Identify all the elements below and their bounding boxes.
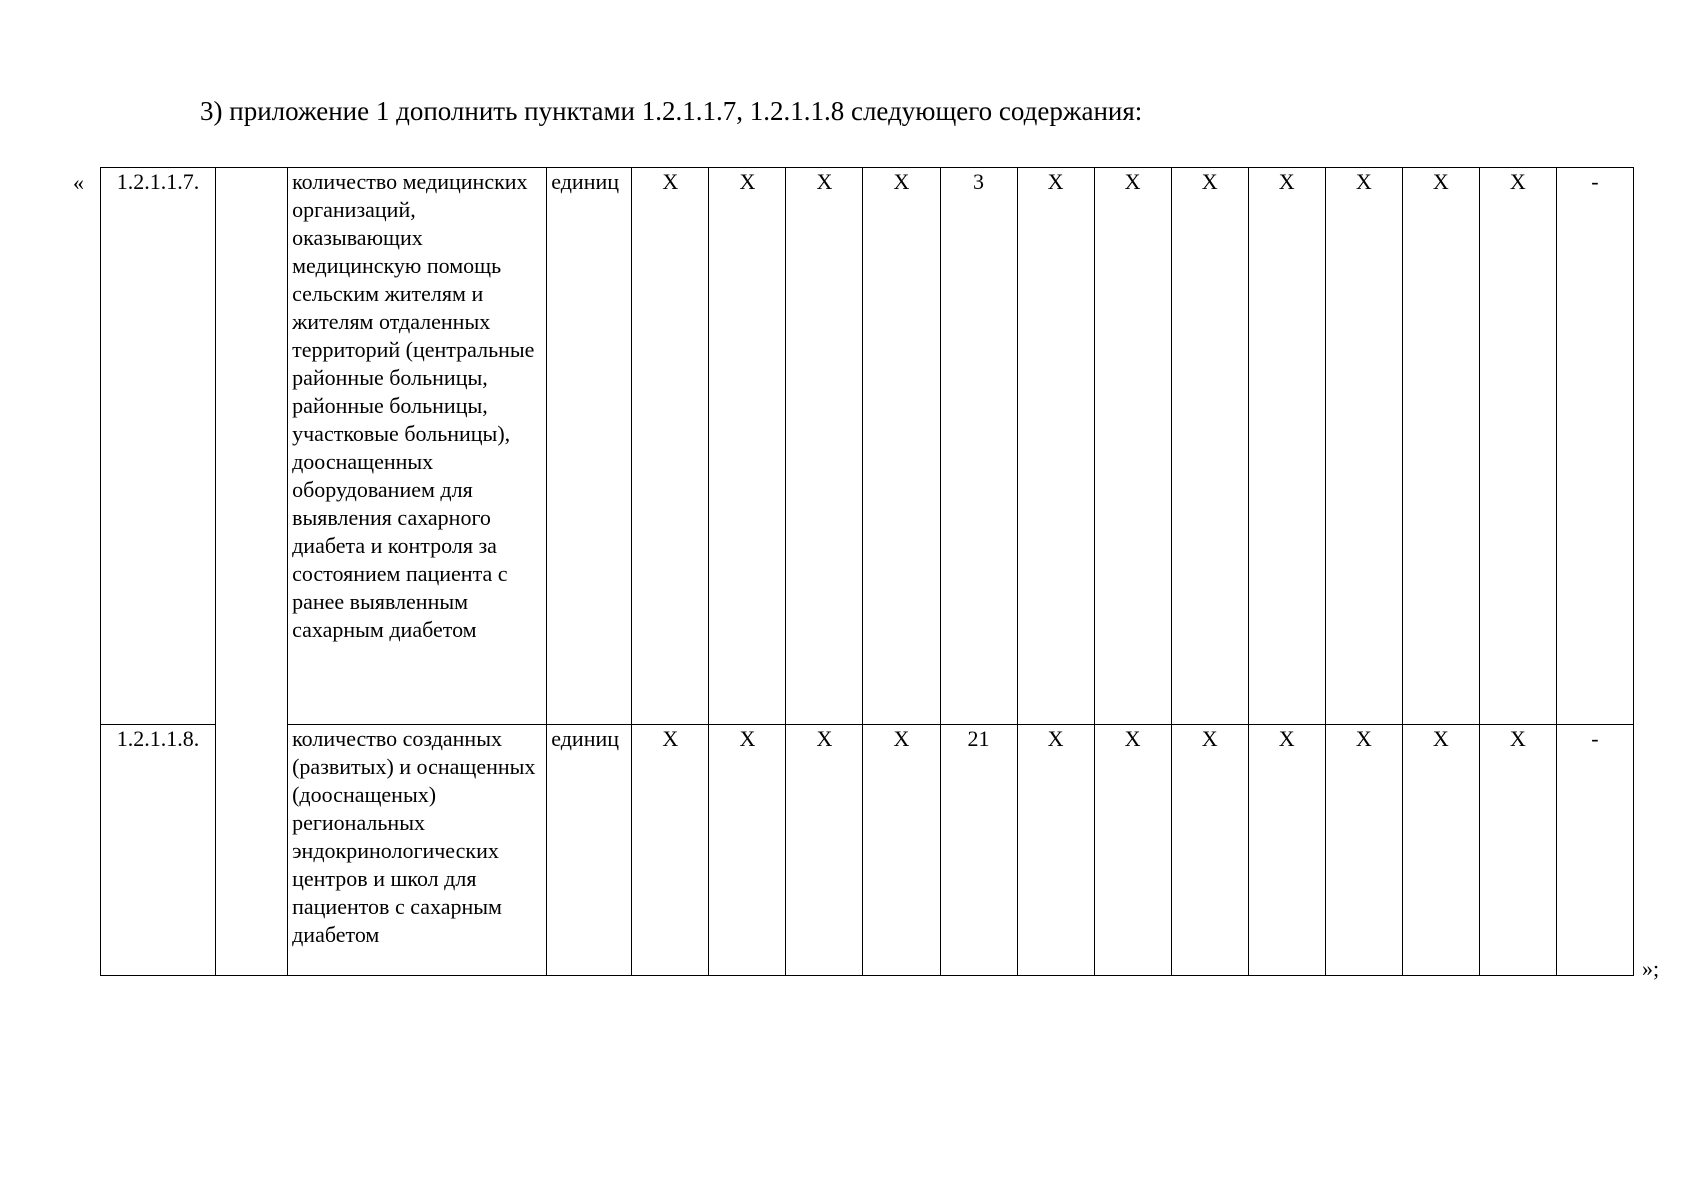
item-unit: единиц [547, 168, 632, 725]
value-cell: Х [786, 725, 863, 976]
table-row [101, 725, 1634, 976]
value-cell: Х [863, 168, 940, 725]
value-cell: 21 [940, 725, 1017, 976]
value-cell: Х [863, 725, 940, 976]
item-number: 1.2.1.1.7. [101, 168, 216, 725]
value-cell: Х [1248, 725, 1325, 976]
value-cell: Х [1325, 168, 1402, 725]
value-cell: Х [786, 168, 863, 725]
closing-quote: »; [1642, 956, 1660, 981]
item-description: количество медицинских организаций, оказывающих медицинскую помощь сельским жителям и жителям отдаленных территорий (центральные районные больницы, районные больницы, участковые больницы), дооснащенных оборудованием для выявления сахарного диабета и контроля за состоянием пациента с ранее выявленным сахарным диабетом [288, 168, 547, 725]
item-number: 1.2.1.1.8. [101, 725, 216, 976]
value-cell: Х [1017, 168, 1094, 725]
amendment-table [100, 167, 1634, 976]
table-row [101, 168, 1634, 725]
value-cell: Х [1094, 725, 1171, 976]
value-cell: Х [1171, 168, 1248, 725]
value-cell: Х [1402, 725, 1479, 976]
value-cell: - [1556, 725, 1633, 976]
item-description: количество созданных (развитых) и оснащенных (дооснащеных) региональных эндокринологических центров и школ для пациентов с сахарным диабетом [288, 725, 547, 976]
value-cell: Х [632, 725, 709, 976]
value-cell: Х [1248, 168, 1325, 725]
value-cell: Х [1171, 725, 1248, 976]
value-cell: - [1556, 168, 1633, 725]
value-cell: Х [1402, 168, 1479, 725]
value-cell: 3 [940, 168, 1017, 725]
value-cell: Х [709, 168, 786, 725]
value-cell: Х [632, 168, 709, 725]
item-unit: единиц [547, 725, 632, 976]
value-cell: Х [1479, 725, 1556, 976]
value-cell: Х [1325, 725, 1402, 976]
opening-quote: « [73, 170, 84, 195]
value-cell: Х [709, 725, 786, 976]
value-cell: Х [1479, 168, 1556, 725]
empty-cell [216, 168, 288, 976]
value-cell: Х [1094, 168, 1171, 725]
intro-text: 3) приложение 1 дополнить пунктами 1.2.1.1.7, 1.2.1.1.8 следующего содержания: [200, 96, 1143, 126]
value-cell: Х [1017, 725, 1094, 976]
